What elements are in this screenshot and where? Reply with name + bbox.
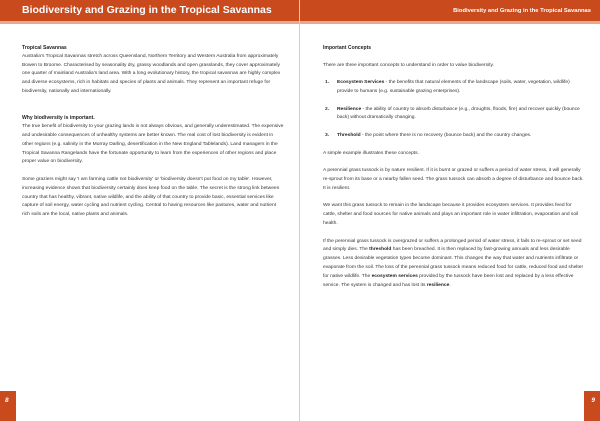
header-title: Biodiversity and Grazing in the Tropical Savannas: [22, 4, 272, 16]
header-band: [300, 0, 600, 21]
list-item: [323, 79, 585, 97]
emphasis-ecosystem-services: ecosystem services: [371, 273, 418, 279]
paragraph: The true benefit of biodiversity to your grazing lands is not always obvious, and generally underestimated. The expensive and undesirable consequences of unhealthy systems are better known. The real cost of lost biodiversity is evident in other regions (e.g. salinity in the Murray Darling, desertification in the New England Tablelands). Land managers in the Tropical Savanna Rangelands have the fortunate opportunity to learn from the experiences of other regions and place proper value on biodiversity.: [22, 124, 284, 165]
page-number-tab: [584, 391, 600, 421]
paragraph: We want this grass tussock to remain in the landscape because it provides ecosystem services. It provides feed for cattle, shelter and food sources for native animals and plays an important role in water infiltration, evaporation and soil health.: [323, 203, 579, 226]
page-number: 9: [591, 397, 595, 404]
concept-text: - the point where there is no recovery (bounce back) and the country changes.: [360, 132, 532, 138]
list-item: [323, 106, 585, 124]
section-heading: Why biodiversity is important.: [22, 115, 95, 122]
concept-term: Threshold: [337, 132, 361, 138]
concept-text: - the ability of country to absorb disturbance (e.g., droughts, floods, fire) and recover quickly (bounce back) without dramatically changing.: [337, 106, 580, 121]
paragraph: A simple example illustrates these concepts.: [323, 150, 419, 156]
paragraph: Australia's Tropical Savannas stretch across Queensland, Northern Territory and Western Australia from approximately Bowen to Broome. Characterised by seasonality dry, grassy woodlands and open grasslands, they cover approximately one quarter of mainland Australia's land area. With a long evolutionary history, the tropical savannas are highly complex and diverse ecosystems, rich in habitats and species of plants and animals. They represent an important refuge for biodiversity, nationally and internationally.: [22, 53, 281, 94]
section-heading: Important Concepts: [323, 45, 372, 51]
list-number: 2.: [325, 106, 330, 112]
header-title: Biodiversity and Grazing in the Tropical Savannas: [453, 8, 591, 14]
concept-term: Ecosystem Services: [337, 80, 385, 86]
paragraph: [323, 238, 585, 291]
page-number-tab: [0, 391, 16, 421]
list-item: [323, 132, 585, 141]
paragraph: A perennial grass tussock is by nature resilient. If it is burnt or grazed or suffers a period of water stress, it will generally re-sprout from its base or a nearby fallen seed. The grass tussock can absorb a degree of disturbance and bounce back. It is resilient.: [323, 168, 584, 191]
concept-list: [323, 79, 585, 141]
paragraph: There are three important concepts to understand in order to value biodiversity.: [323, 62, 494, 68]
page-number: 8: [5, 397, 9, 404]
right-page-content: [323, 44, 585, 299]
text-run: If the perennial grass tussock is overgrazed or suffers a prolonged period of water stress, it fails to re-sprout or set seed and simply dies. The: [323, 238, 582, 253]
text-run: .: [449, 282, 451, 288]
text-run: has been breached. It is then replaced by fast-growing annuals and less desirable grasses. Less desirable vegetation types become dominant. This changes the way that water and nutrients infiltrate or evaporate from the soil. The loss of the perennial grass tussock means reduced food for cattle, reduced food and shelter for native wildlife. The: [323, 247, 584, 279]
header-band: [0, 0, 299, 21]
concept-term: Resilience: [337, 106, 362, 112]
section-heading: Tropical Savannas: [22, 45, 67, 51]
emphasis-threshold: threshold: [369, 247, 392, 253]
list-number: 3.: [325, 132, 330, 138]
text-run: provided by the tussock have been lost and replaced by a less effective service. The system is changed and has lost its: [323, 273, 574, 288]
concept-text: - the benefits that natural elements of the landscape (soils, water, vegetation, wildlife) provide to humans (e.g. sustainable grazing enterprises).: [337, 80, 570, 94]
list-number: 1.: [325, 80, 330, 86]
emphasis-resilience: resilience: [426, 282, 450, 288]
paragraph: Some graziers might say 'I am farming cattle not biodiversity' or 'biodiversity doesn't put food on my table'. However, increasing evidence shows that biodiversity certainly does keep food on the table. The secret is the strong link between country that has healthy, vibrant, native wildlife, and the ability of that country to provide basic, essential services like capture of soil energy, water cycling and nutrient cycling. Central to having resources like pastures, water and nutrient rich soils are the local, native plants and animals.: [22, 176, 280, 218]
left-page-content: [22, 44, 284, 229]
right-page: [300, 0, 600, 421]
